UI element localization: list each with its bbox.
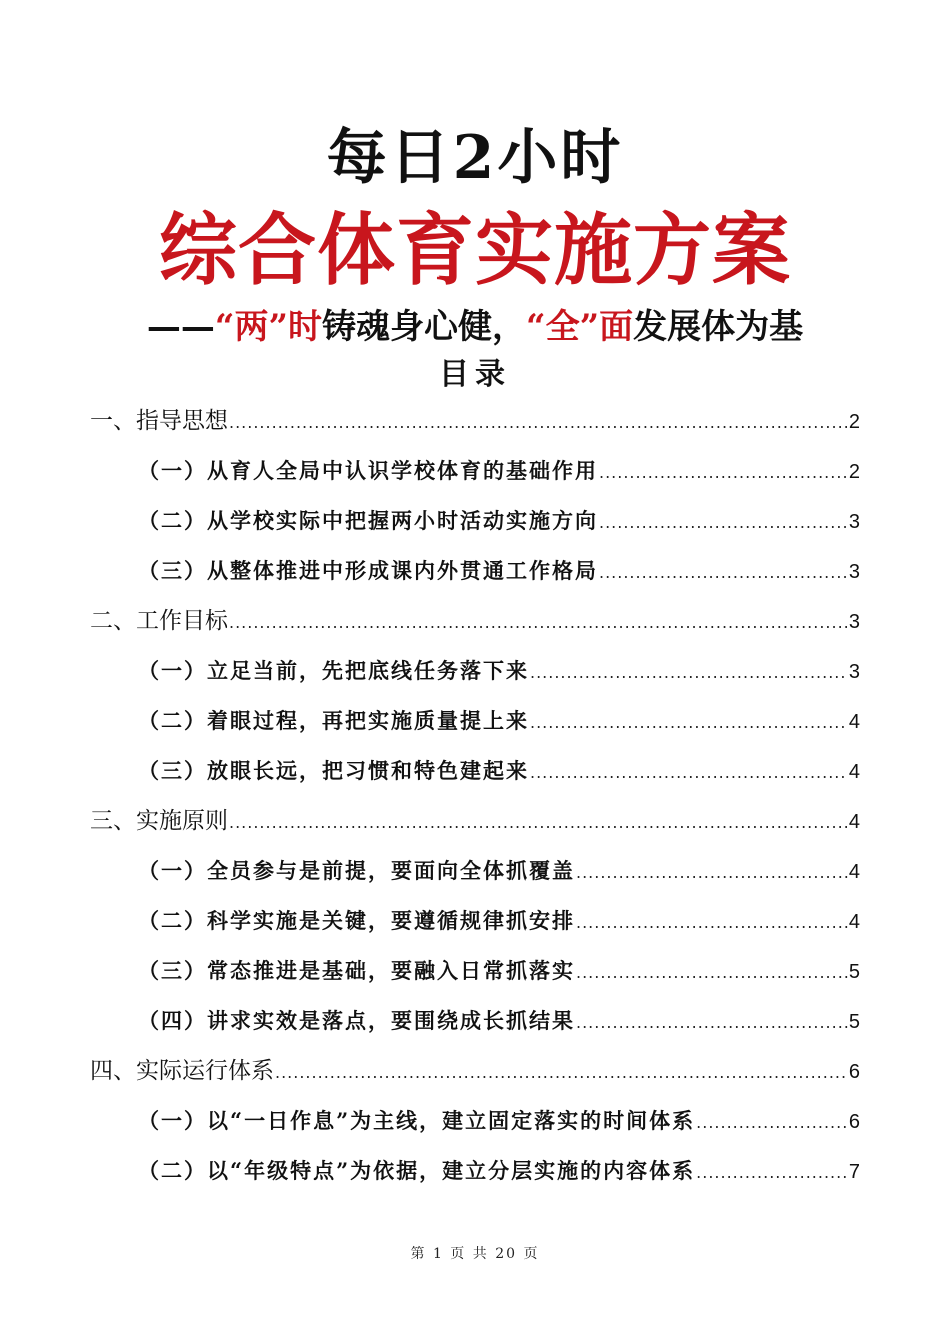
toc-leader-dots (530, 698, 848, 748)
toc-entry[interactable] (90, 996, 860, 1046)
toc-leader-dots (576, 898, 848, 948)
subtitle-keyword-2: 全 (545, 307, 580, 347)
toc-leader-dots (229, 798, 848, 848)
table-of-contents (90, 396, 860, 1196)
toc-entry-page: 4 (848, 811, 860, 833)
toc-entry[interactable] (90, 696, 860, 746)
toc-entry-page: 2 (848, 411, 860, 433)
subtitle (0, 305, 950, 349)
toc-leader-dots (576, 948, 848, 998)
toc-entry-page: 7 (848, 1161, 860, 1183)
toc-entry-page: 3 (848, 511, 860, 533)
toc-entry-label: （四）讲求实效是落点，要围绕成长抓结果 (138, 1008, 575, 1033)
page-footer: 第 1 页 共 20 页 (410, 1246, 540, 1262)
toc-leader-dots (229, 398, 848, 448)
toc-leader-dots (275, 1048, 848, 1098)
toc-leader-dots (599, 498, 848, 548)
toc-heading: 目录 (439, 357, 511, 392)
toc-entry[interactable] (90, 646, 860, 696)
toc-entry-label: （三）从整体推进中形成课内外贯通工作格局 (138, 558, 598, 583)
toc-entry-page: 4 (848, 861, 860, 883)
toc-entry[interactable] (90, 1046, 860, 1096)
toc-entry[interactable] (90, 1146, 860, 1196)
toc-leader-dots (229, 598, 848, 648)
toc-entry[interactable] (90, 796, 860, 846)
toc-leader-dots (576, 848, 848, 898)
subtitle-quote-close-1: ” (268, 307, 288, 347)
subtitle-quote-close-2: ” (579, 307, 600, 347)
toc-leader-dots (530, 648, 848, 698)
toc-entry-page: 4 (848, 761, 860, 783)
subtitle-keyword-2-after: 面 (599, 307, 634, 347)
toc-entry-page: 2 (848, 461, 860, 483)
toc-leader-dots (599, 448, 848, 498)
toc-leader-dots (696, 1148, 848, 1198)
toc-entry-page: 3 (848, 611, 860, 633)
toc-leader-dots (599, 548, 848, 598)
toc-entry-page: 4 (848, 911, 860, 933)
toc-entry-label: （二）科学实施是关键，要遵循规律抓安排 (138, 908, 575, 933)
toc-entry-label: （一）从育人全局中认识学校体育的基础作用 (138, 458, 598, 483)
toc-entry-label: （二）从学校实际中把握两小时活动实施方向 (138, 508, 598, 533)
toc-entry[interactable] (90, 396, 860, 446)
toc-leader-dots (696, 1098, 848, 1148)
toc-entry[interactable] (90, 546, 860, 596)
toc-entry-page: 6 (848, 1111, 860, 1133)
toc-entry-page: 5 (848, 961, 860, 983)
toc-entry[interactable] (90, 446, 860, 496)
toc-entry-label: （一）以“一日作息”为主线，建立固定落实的时间体系 (138, 1108, 696, 1133)
subtitle-keyword-1-after: 时 (288, 307, 322, 347)
subtitle-keyword-1: 两 (234, 307, 269, 347)
toc-entry[interactable] (90, 746, 860, 796)
toc-entry[interactable] (90, 946, 860, 996)
subtitle-end: 发展体为基 (633, 307, 804, 347)
toc-entry-page: 3 (848, 661, 860, 683)
toc-entry[interactable] (90, 1096, 860, 1146)
toc-entry-label: （三）放眼长远，把习惯和特色建起来 (138, 758, 529, 783)
toc-entry-label: （一）立足当前，先把底线任务落下来 (138, 658, 529, 683)
toc-leader-dots (530, 748, 848, 798)
toc-entry[interactable] (90, 596, 860, 646)
title-line-2: 综合体育实施方案 (158, 205, 791, 296)
toc-entry-label: 四、实际运行体系 (90, 1058, 274, 1084)
toc-entry-label: 二、工作目标 (90, 608, 228, 634)
toc-entry-page: 4 (848, 711, 860, 733)
toc-entry-label: （三）常态推进是基础，要融入日常抓落实 (138, 958, 575, 983)
toc-entry-label: （二）以“年级特点”为依据，建立分层实施的内容体系 (138, 1158, 696, 1183)
toc-entry-label: 一、指导思想 (90, 408, 228, 434)
toc-entry-page: 6 (848, 1061, 860, 1083)
toc-entry-page: 3 (848, 561, 860, 583)
toc-entry[interactable] (90, 896, 860, 946)
toc-entry-label: （二）着眼过程，再把实施质量提上来 (138, 708, 529, 733)
subtitle-dash: —— (146, 307, 215, 347)
toc-entry-page: 5 (848, 1011, 860, 1033)
subtitle-middle: 铸魂身心健， (322, 307, 526, 347)
subtitle-quote-open-1: “ (214, 307, 235, 347)
toc-entry[interactable] (90, 846, 860, 896)
toc-entry-label: 三、实施原则 (90, 808, 228, 834)
toc-leader-dots (576, 998, 848, 1048)
title-line-1: 每日2小时 (326, 123, 624, 193)
toc-entry[interactable] (90, 496, 860, 546)
toc-entry-label: （一）全员参与是前提，要面向全体抓覆盖 (138, 858, 575, 883)
subtitle-quote-open-2: “ (526, 307, 546, 347)
